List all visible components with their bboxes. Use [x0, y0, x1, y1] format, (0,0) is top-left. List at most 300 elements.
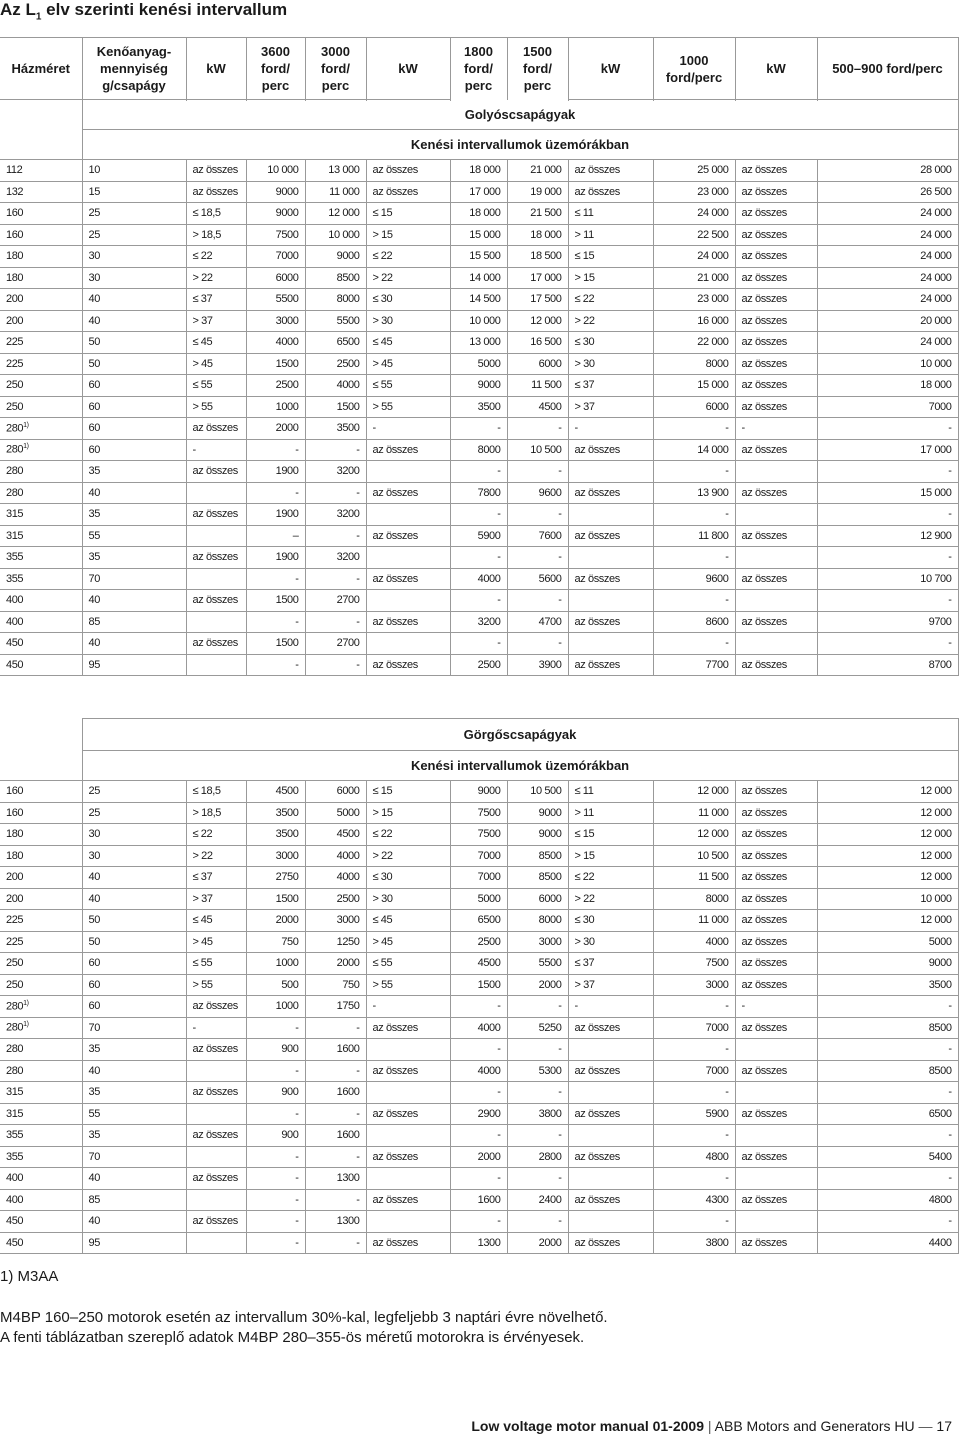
- table-cell: > 22: [568, 888, 653, 910]
- table-cell: 750: [246, 931, 305, 953]
- table-cell: [366, 1039, 450, 1061]
- table-cell: az összes: [735, 867, 817, 889]
- table-cell: 315: [0, 525, 82, 547]
- table-cell: -: [653, 461, 735, 483]
- table-cell: [366, 547, 450, 569]
- table-cell: 160: [0, 781, 82, 803]
- table-cell: 3500: [305, 418, 366, 440]
- table-cell: -: [817, 1211, 958, 1233]
- table-cell: az összes: [366, 1232, 450, 1254]
- table-cell: az összes: [735, 611, 817, 633]
- table-row: [0, 418, 958, 440]
- table-cell: 12 000: [507, 310, 568, 332]
- table-cell: az összes: [735, 845, 817, 867]
- table-cell: 22 000: [653, 332, 735, 354]
- table-cell: 315: [0, 504, 82, 526]
- table-cell: 3000: [653, 974, 735, 996]
- table-cell: -: [653, 996, 735, 1018]
- col-header-frame-size: Házméret: [0, 38, 82, 100]
- table-cell: 900: [246, 1082, 305, 1104]
- col-header-1800: 1800 ford/ perc: [450, 38, 507, 100]
- table-cell: ≤ 22: [366, 246, 450, 268]
- table-cell: 3200: [305, 461, 366, 483]
- table-cell: 3000: [507, 931, 568, 953]
- table-cell: 40: [82, 310, 186, 332]
- table-cell: [735, 461, 817, 483]
- table-cell: 16 000: [653, 310, 735, 332]
- table-cell: az összes: [735, 888, 817, 910]
- table-row: [0, 160, 958, 182]
- table-cell: 40: [82, 482, 186, 504]
- table-cell: ≤ 11: [568, 781, 653, 803]
- table-cell: 9000: [817, 953, 958, 975]
- table-cell: ≤ 37: [186, 867, 246, 889]
- table-cell: 5500: [246, 289, 305, 311]
- table-row: [0, 1211, 958, 1233]
- col-header-1500: 1500 ford/ perc: [507, 38, 568, 100]
- table-cell: 4000: [305, 375, 366, 397]
- table-cell: az összes: [735, 375, 817, 397]
- table-cell: [568, 1125, 653, 1147]
- col-header-grease-amount: Kenőanyag-mennyiség g/csapágy: [82, 38, 186, 100]
- table-cell: az összes: [366, 1189, 450, 1211]
- table-cell: > 37: [568, 974, 653, 996]
- table-cell: [366, 504, 450, 526]
- table-cell: az összes: [735, 525, 817, 547]
- table-cell: 20 000: [817, 310, 958, 332]
- table-cell: -: [305, 611, 366, 633]
- table-cell: 13 000: [305, 160, 366, 182]
- table-cell: [735, 1168, 817, 1190]
- table-cell: az összes: [568, 525, 653, 547]
- table-cell: 21 000: [653, 267, 735, 289]
- table-cell: 70: [82, 1017, 186, 1039]
- table-cell: 11 500: [653, 867, 735, 889]
- table-cell: 40: [82, 888, 186, 910]
- table-cell: 14 000: [653, 439, 735, 461]
- table-row: [0, 590, 958, 612]
- table-cell: 18 000: [507, 224, 568, 246]
- table-cell: 7600: [507, 525, 568, 547]
- table-cell: ≤ 30: [568, 332, 653, 354]
- table-cell: az összes: [186, 418, 246, 440]
- table-row: [0, 1232, 958, 1254]
- table-cell: ≤ 45: [366, 910, 450, 932]
- table-cell: 3500: [817, 974, 958, 996]
- table-cell: az összes: [366, 482, 450, 504]
- table-cell: az összes: [186, 1168, 246, 1190]
- table-cell: az összes: [735, 654, 817, 676]
- table-cell: 60: [82, 439, 186, 461]
- table-cell: 15 500: [450, 246, 507, 268]
- table-cell: 2700: [305, 590, 366, 612]
- table-cell: 225: [0, 353, 82, 375]
- table-cell: 5900: [450, 525, 507, 547]
- table-cell: az összes: [735, 246, 817, 268]
- table-cell: 28 000: [817, 160, 958, 182]
- table-row: [0, 525, 958, 547]
- table-cell: 1500: [450, 974, 507, 996]
- table-cell: az összes: [735, 160, 817, 182]
- table-cell: 1000: [246, 996, 305, 1018]
- table-cell: 1250: [305, 931, 366, 953]
- table-cell: az összes: [366, 1060, 450, 1082]
- table-cell: 10 000: [817, 888, 958, 910]
- table-row: [0, 633, 958, 655]
- table-cell: 8500: [817, 1017, 958, 1039]
- table-row: [0, 375, 958, 397]
- table-cell: -: [653, 418, 735, 440]
- table-cell: 6000: [305, 781, 366, 803]
- table-cell: az összes: [568, 654, 653, 676]
- table-cell: ≤ 15: [366, 781, 450, 803]
- table-cell: -: [186, 1017, 246, 1039]
- table-row: [0, 654, 958, 676]
- table-cell: 55: [82, 525, 186, 547]
- table-cell: az összes: [186, 1039, 246, 1061]
- table-cell: az összes: [735, 1232, 817, 1254]
- table-cell: -: [817, 461, 958, 483]
- table-cell: 6000: [653, 396, 735, 418]
- table-cell: 60: [82, 375, 186, 397]
- table-cell: 85: [82, 611, 186, 633]
- table-cell: 30: [82, 246, 186, 268]
- table-cell: az összes: [735, 181, 817, 203]
- page-footer: Low voltage motor manual 01-2009 | ABB Motors and Generators HU — 17: [471, 1418, 952, 1434]
- table-cell: 3000: [246, 310, 305, 332]
- table-cell: 5000: [305, 802, 366, 824]
- table-cell: -: [450, 1125, 507, 1147]
- table-cell: az összes: [366, 654, 450, 676]
- table-cell: az összes: [366, 1017, 450, 1039]
- table-cell: -: [507, 590, 568, 612]
- table-cell: 2900: [450, 1103, 507, 1125]
- table-cell: -: [507, 1082, 568, 1104]
- table-cell: -: [507, 418, 568, 440]
- table-cell: 35: [82, 504, 186, 526]
- table-row: [0, 781, 958, 803]
- table-cell: 25: [82, 224, 186, 246]
- table-cell: [366, 1082, 450, 1104]
- table-cell: 4700: [507, 611, 568, 633]
- table-row: [0, 396, 958, 418]
- table-cell: 21 000: [507, 160, 568, 182]
- brand: ABB Motors and Generators: [714, 1418, 891, 1434]
- column-header-row: [0, 38, 958, 100]
- table-cell: az összes: [366, 568, 450, 590]
- table-cell: 9600: [653, 568, 735, 590]
- table-cell: 7000: [450, 845, 507, 867]
- table-cell: -: [305, 654, 366, 676]
- table-cell: az összes: [735, 267, 817, 289]
- table-cell: 26 500: [817, 181, 958, 203]
- table-cell: 24 000: [817, 332, 958, 354]
- table-cell: > 15: [568, 267, 653, 289]
- table-cell: -: [507, 1211, 568, 1233]
- table-cell: az összes: [735, 802, 817, 824]
- table-cell: > 15: [568, 845, 653, 867]
- table-cell: 55: [82, 1103, 186, 1125]
- table-cell: -: [817, 547, 958, 569]
- table-cell: 5500: [305, 310, 366, 332]
- table-cell: -: [246, 482, 305, 504]
- table-cell: 12 000: [817, 802, 958, 824]
- table-cell: > 30: [568, 353, 653, 375]
- table-cell: 2500: [246, 375, 305, 397]
- table-cell: 132: [0, 181, 82, 203]
- table-cell: 12 000: [817, 867, 958, 889]
- table-cell: 4800: [817, 1189, 958, 1211]
- table-cell: 315: [0, 1103, 82, 1125]
- table-cell: az összes: [186, 547, 246, 569]
- table-cell: -: [817, 1039, 958, 1061]
- table-cell: 1500: [246, 590, 305, 612]
- table-row: [0, 888, 958, 910]
- table-cell: -: [817, 1125, 958, 1147]
- table-cell: 9000: [246, 203, 305, 225]
- table-row: [0, 974, 958, 996]
- table-cell: 5300: [507, 1060, 568, 1082]
- table-cell: 25 000: [653, 160, 735, 182]
- footnote: 1) M3AA: [0, 1268, 59, 1285]
- table-cell: 1500: [246, 888, 305, 910]
- table-cell: az összes: [568, 1103, 653, 1125]
- table-cell: az összes: [568, 1189, 653, 1211]
- table-cell: 250: [0, 974, 82, 996]
- table-cell: 1300: [450, 1232, 507, 1254]
- table-cell: 1000: [246, 953, 305, 975]
- table-cell: 24 000: [817, 267, 958, 289]
- table-cell: -: [507, 1039, 568, 1061]
- table-cell: 8000: [450, 439, 507, 461]
- table-cell: -: [817, 633, 958, 655]
- table-cell: 2700: [305, 633, 366, 655]
- table-cell: 10 000: [246, 160, 305, 182]
- table-cell: -: [507, 547, 568, 569]
- table-cell: -: [186, 439, 246, 461]
- table-cell: [568, 1039, 653, 1061]
- table-cell: 12 000: [817, 824, 958, 846]
- table-cell: 1500: [246, 353, 305, 375]
- table-cell: ≤ 22: [186, 246, 246, 268]
- table-cell: 19 000: [507, 181, 568, 203]
- table-cell: 112: [0, 160, 82, 182]
- table-cell: [735, 1082, 817, 1104]
- table-cell: -: [735, 996, 817, 1018]
- table-cell: 11 500: [507, 375, 568, 397]
- table-cell: ≤ 15: [568, 824, 653, 846]
- col-header-3600: 3600 ford/ perc: [246, 38, 305, 100]
- table-cell: 900: [246, 1039, 305, 1061]
- table-cell: -: [817, 418, 958, 440]
- table-cell: 2500: [450, 931, 507, 953]
- table-cell: az összes: [186, 160, 246, 182]
- table-cell: 12 000: [653, 781, 735, 803]
- col-header-kw: kW: [366, 38, 450, 100]
- table-cell: 4000: [246, 332, 305, 354]
- table-cell: -: [507, 1125, 568, 1147]
- table-cell: 40: [82, 633, 186, 655]
- table-cell: 15 000: [450, 224, 507, 246]
- table-cell: az összes: [735, 310, 817, 332]
- table-cell: 200: [0, 289, 82, 311]
- table-cell: -: [246, 654, 305, 676]
- table-cell: 4800: [653, 1146, 735, 1168]
- table-cell: az összes: [735, 568, 817, 590]
- table-cell: 160: [0, 224, 82, 246]
- page-title: Az $L_1$ elv szerinti kenési intervallum: [0, 0, 288, 23]
- table-cell: 18 000: [450, 160, 507, 182]
- page-number: 17: [936, 1418, 952, 1434]
- table-cell: ≤ 45: [186, 332, 246, 354]
- table-cell: 4000: [450, 1017, 507, 1039]
- table-cell: az összes: [735, 974, 817, 996]
- table-cell: 25: [82, 203, 186, 225]
- table-cell: > 37: [568, 396, 653, 418]
- table-cell: 25: [82, 781, 186, 803]
- table-cell: 8500: [305, 267, 366, 289]
- note-line: A fenti táblázatban szereplő adatok M4BP 280–355-ös méretű motorokra is érvényesek.: [0, 1329, 585, 1346]
- table-cell: > 45: [366, 931, 450, 953]
- table-cell: 12 000: [817, 845, 958, 867]
- table-cell: az összes: [735, 396, 817, 418]
- table-cell: [186, 1146, 246, 1168]
- table-cell: 1900: [246, 461, 305, 483]
- table-cell: > 30: [366, 888, 450, 910]
- footnote-marker: 1): [23, 999, 29, 1007]
- table-cell: az összes: [568, 181, 653, 203]
- table-cell: 11 000: [653, 802, 735, 824]
- table-cell: 18 000: [450, 203, 507, 225]
- table-cell: 4000: [450, 568, 507, 590]
- table-cell: -: [507, 996, 568, 1018]
- table-cell: ≤ 18,5: [186, 781, 246, 803]
- table-cell: ≤ 11: [568, 203, 653, 225]
- table-cell: az összes: [186, 1082, 246, 1104]
- table-cell: 225: [0, 910, 82, 932]
- table-cell: ≤ 55: [366, 375, 450, 397]
- table-cell: > 30: [366, 310, 450, 332]
- table-cell: [186, 482, 246, 504]
- table-cell: 180: [0, 267, 82, 289]
- table-cell: 4000: [305, 845, 366, 867]
- table-cell: [568, 504, 653, 526]
- table-cell: 8000: [507, 910, 568, 932]
- table-cell: ≤ 22: [568, 867, 653, 889]
- table-cell: 13 000: [450, 332, 507, 354]
- table-cell: 450: [0, 1211, 82, 1233]
- table-cell: 40: [82, 1168, 186, 1190]
- col-header-1000: 1000 ford/perc: [653, 38, 735, 100]
- table-cell: -: [450, 633, 507, 655]
- table-cell: [366, 1168, 450, 1190]
- section-sublabel-hours: Kenési intervallumok üzemórákban: [82, 130, 958, 160]
- table-cell: 7500: [450, 802, 507, 824]
- table-cell: 95: [82, 1232, 186, 1254]
- table-cell: 22 500: [653, 224, 735, 246]
- table-cell: 450: [0, 654, 82, 676]
- table-row: [0, 1168, 958, 1190]
- table-cell: [366, 461, 450, 483]
- table-cell: ≤ 55: [186, 953, 246, 975]
- table-cell: 4000: [450, 1060, 507, 1082]
- table-cell: > 55: [366, 974, 450, 996]
- table-cell: az összes: [186, 996, 246, 1018]
- table-cell: 35: [82, 1125, 186, 1147]
- table-cell: -: [450, 1168, 507, 1190]
- table-cell: > 55: [186, 974, 246, 996]
- table-cell: -: [450, 1082, 507, 1104]
- section-sublabel-hours: Kenési intervallumok üzemórákban: [82, 751, 958, 781]
- table-cell: 2000: [507, 1232, 568, 1254]
- table-cell: 60: [82, 953, 186, 975]
- table-cell: 50: [82, 931, 186, 953]
- table-cell: [735, 1211, 817, 1233]
- table-cell: 8000: [653, 888, 735, 910]
- table-cell: ≤ 45: [186, 910, 246, 932]
- table-cell: 1900: [246, 504, 305, 526]
- table-cell: 355: [0, 568, 82, 590]
- table-cell: 12 000: [305, 203, 366, 225]
- table-cell: 1900: [246, 547, 305, 569]
- table-cell: ≤ 55: [366, 953, 450, 975]
- table-cell: -: [653, 590, 735, 612]
- table-cell: az összes: [735, 482, 817, 504]
- table-cell: -: [366, 996, 450, 1018]
- table-cell: 60: [82, 974, 186, 996]
- table-cell: 10 500: [653, 845, 735, 867]
- table-cell: [366, 1125, 450, 1147]
- table-cell: [186, 1189, 246, 1211]
- table-cell: ≤ 18,5: [186, 203, 246, 225]
- table-cell: > 22: [366, 845, 450, 867]
- table-cell: -: [366, 418, 450, 440]
- table-cell: [568, 1211, 653, 1233]
- table-cell: az összes: [735, 353, 817, 375]
- table-cell: -: [305, 1146, 366, 1168]
- notes: [0, 1308, 608, 1348]
- table-cell: 280: [0, 461, 82, 483]
- table-cell: az összes: [735, 931, 817, 953]
- col-header-kw: kW: [735, 38, 817, 100]
- table-cell: az összes: [735, 224, 817, 246]
- table-cell: [186, 525, 246, 547]
- table-cell: az összes: [568, 1146, 653, 1168]
- table-cell: > 45: [186, 931, 246, 953]
- roller-bearing-table: [0, 718, 959, 1254]
- table-cell: 9000: [450, 375, 507, 397]
- table-cell: 3000: [246, 845, 305, 867]
- table-cell: -: [450, 1211, 507, 1233]
- table-cell: 10 500: [507, 439, 568, 461]
- table-cell: 4500: [305, 824, 366, 846]
- table-cell: -: [305, 1103, 366, 1125]
- table-cell: -: [653, 1125, 735, 1147]
- table-cell: az összes: [568, 1017, 653, 1039]
- col-header-500-900: 500–900 ford/perc: [817, 38, 958, 100]
- footnote-marker: 1): [23, 1021, 29, 1029]
- table-cell: az összes: [735, 910, 817, 932]
- table-cell: -: [653, 504, 735, 526]
- ball-bearing-table: [0, 37, 959, 676]
- table-cell: 35: [82, 461, 186, 483]
- table-cell: 180: [0, 824, 82, 846]
- table-cell: 40: [82, 289, 186, 311]
- table-cell: 1600: [305, 1082, 366, 1104]
- table-cell: 6000: [507, 888, 568, 910]
- table-cell: -: [450, 504, 507, 526]
- table-cell: 70: [82, 1146, 186, 1168]
